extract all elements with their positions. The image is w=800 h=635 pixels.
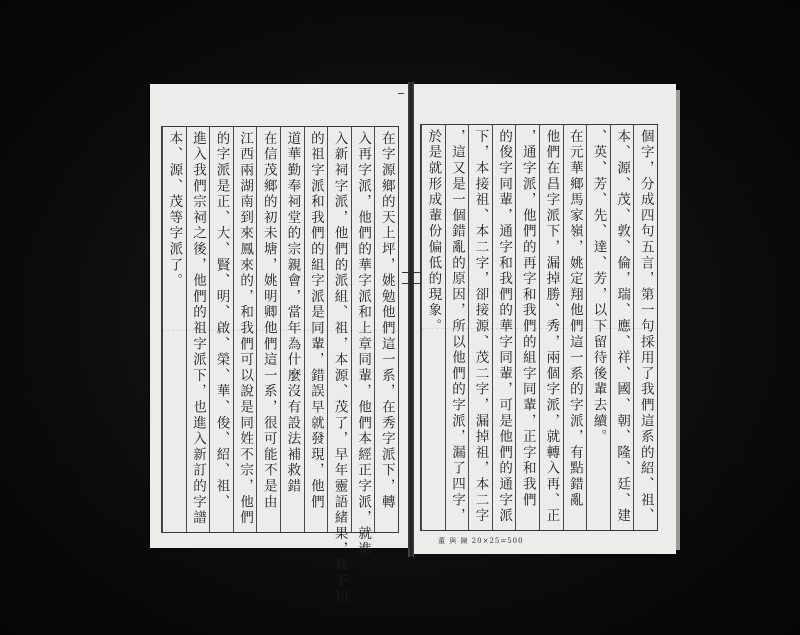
left-grid-midline [162,330,398,331]
right-line-9: ，這又是一個錯亂的原因，所以他們的字派，漏了四字， [448,129,465,524]
left-line-8: 的字派是正、大、賢、明、啟、榮、華、俊、紹、祖、 [213,131,230,511]
left-line-1: 在字源鄉的天上坪，姚勉他們這一系，在秀字派下，轉 [378,131,395,511]
right-line-5: 他們在昌字派下，漏掉勝、秀，兩個字派，就轉入再、正 [543,129,560,524]
right-line-6: ，通字派，他們的再字和我們的組字同輩，正字和我們 [519,129,536,509]
right-line-8: 下，本接祖、本二字，卻接源、茂二字，漏掉祖，本二字 [472,129,489,524]
left-line-5: 道華勤奉祠堂的宗親會，當年為什麼沒有設法補救錯 [284,131,301,495]
right-page-edge [676,90,680,550]
left-center-mark [402,272,410,284]
right-line-4: 在元華鄉馬家嶺，姚定翔他們這一系的字派，有點錯亂 [566,129,583,509]
right-line-2: 本、源、茂、敦、倫，瑞、應、祥、國、朝、隆、廷、建 [614,129,631,524]
right-line-7: 的俊字同輩，通字和我們的華字同輩，可是他們的通字派 [496,129,513,524]
right-center-mark [412,272,420,284]
left-line-2: 入再字派，他們的華字派和上章同輩，他們本經正字派，就進 [355,131,372,558]
left-corner-tick [398,93,404,94]
left-line-9: 進入我們宗祠之後，他們的祖字派下，也進入新訂的字譜 [189,131,206,526]
left-line-7: 江西兩湖南到來鳳來的，和我們可以說是同姓不宗，他們 [237,131,254,526]
left-line-6: 在信茂鄉的初未塘，姚明卿他們這一系，很可能不是由 [260,131,277,511]
right-line-1: 個字，分成四句五言，第一句採用了我們這系的紹、祖、 [637,129,654,524]
right-grid-midline [421,328,657,329]
right-line-10: 於是就形成輩份偏低的現象。 [425,129,442,335]
left-page [150,84,408,605]
left-line-10: 本、源、茂等字派了。 [166,131,183,289]
manuscript-paper-footer: 董 與 陳 20×25=500 [438,537,524,545]
right-line-3: 、英、芳、先、達、芳，以下留待後輩去續。 [590,129,607,445]
right-page [414,84,676,554]
left-line-4: 的祖字派和我們的組字派是同輩，錯誤早就發現，他們 [307,131,324,511]
left-line-3: 入新祠字派，他們的派組、祖，本源、茂了，早年靈語緒果，我不知 [331,131,348,605]
left-manuscript-grid [161,126,399,605]
right-manuscript-grid [420,124,658,531]
